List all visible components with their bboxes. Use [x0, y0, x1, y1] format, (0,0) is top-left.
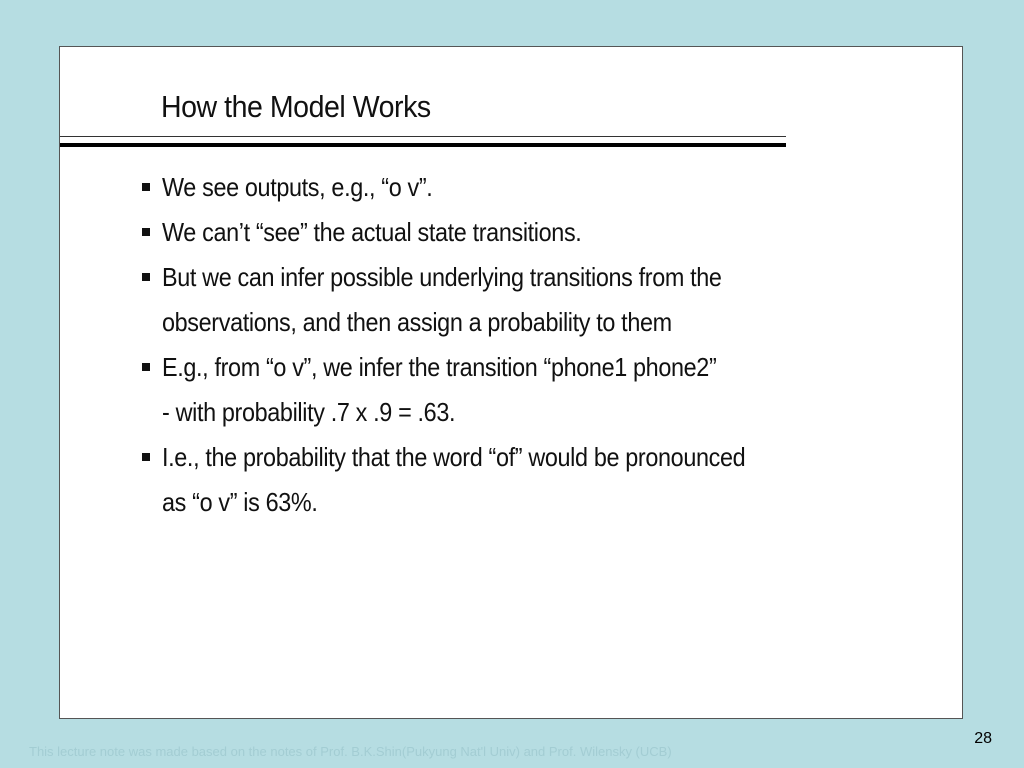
bullet-list — [140, 165, 920, 525]
square-bullet-icon — [142, 183, 150, 191]
square-bullet-icon — [142, 363, 150, 371]
bullet-item — [140, 210, 920, 255]
title-divider-thin — [60, 136, 786, 137]
bullet-text: But we can infer possible underlying transitions from the — [162, 262, 722, 292]
bullet-item — [140, 345, 920, 435]
bullet-item — [140, 165, 920, 210]
bullet-text: We can’t “see” the actual state transitions. — [162, 217, 582, 247]
square-bullet-icon — [142, 273, 150, 281]
slide-panel — [59, 46, 963, 719]
bullet-text-continuation: as “o v” is 63%. — [162, 487, 318, 517]
bullet-text: I.e., the probability that the word “of” would be pronounced — [162, 442, 746, 472]
bullet-text-continuation: observations, and then assign a probability to them — [162, 307, 672, 337]
square-bullet-icon — [142, 453, 150, 461]
bullet-item — [140, 435, 920, 525]
title-divider-thick — [60, 143, 786, 147]
page-number: 28 — [974, 730, 992, 747]
square-bullet-icon — [142, 228, 150, 236]
bullet-item — [140, 255, 920, 345]
bullet-text: E.g., from “o v”, we infer the transition “phone1 phone2” — [162, 352, 717, 382]
footer-note: This lecture note was made based on the notes of Prof. B.K.Shin(Pukyung Nat'l Univ) and Prof. Wilensky (UCB) — [29, 744, 672, 759]
slide-title: How the Model Works — [161, 89, 431, 124]
bullet-text: We see outputs, e.g., “o v”. — [162, 172, 433, 202]
bullet-text-continuation: - with probability .7 x .9 = .63. — [162, 397, 456, 427]
